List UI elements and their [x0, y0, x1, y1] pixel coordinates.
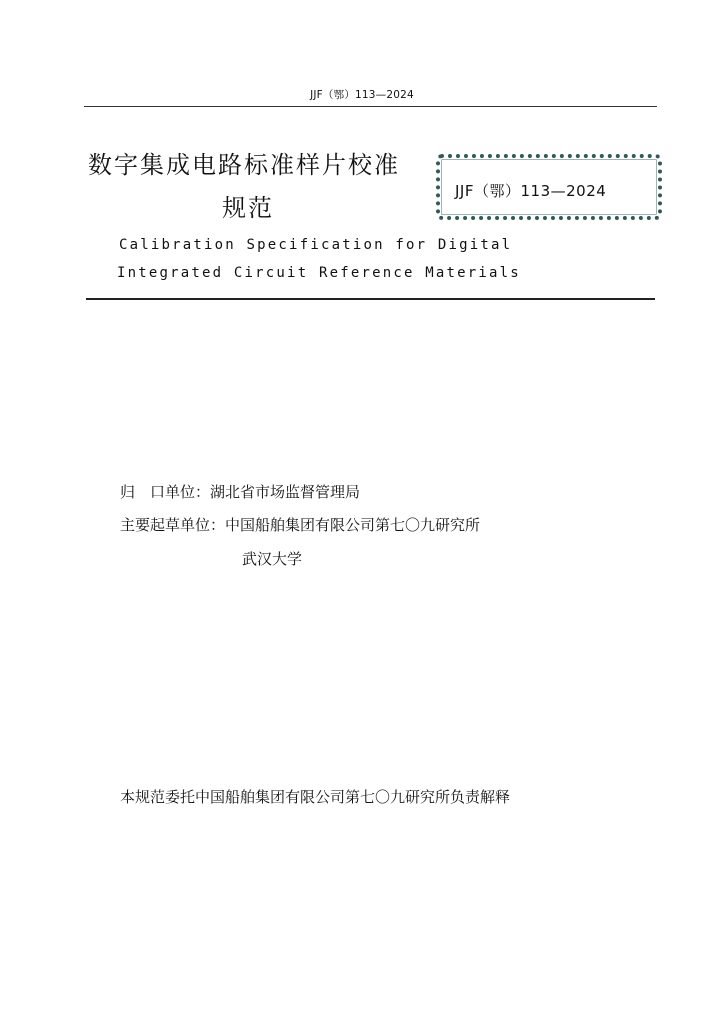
interpretation-note: 本规范委托中国船舶集团有限公司第七〇九研究所负责解释: [120, 788, 511, 806]
header-divider: [84, 106, 657, 107]
standard-code: JJF（鄂）113—2024: [455, 182, 607, 200]
drafting-unit-value-1: 中国船舶集团有限公司第七〇九研究所: [225, 516, 481, 534]
admin-unit-label: 归 口单位：: [120, 483, 211, 501]
drafting-unit-value-2: 武汉大学: [242, 550, 303, 568]
admin-unit-value: 湖北省市场监督管理局: [210, 483, 361, 501]
title-chinese-line1: 数字集成电路标准样片校准: [88, 151, 400, 179]
title-english-line1: Calibration Specification for Digital: [119, 237, 513, 253]
title-divider: [86, 298, 655, 300]
admin-unit-row: [120, 481, 360, 502]
title-chinese-line2: 规范: [222, 194, 274, 222]
title-english-line2: Integrated Circuit Reference Materials: [117, 265, 521, 281]
drafting-unit-row: [120, 514, 480, 535]
header-standard-code: JJF（鄂）113—2024: [310, 89, 414, 101]
drafting-unit-label: 主要起草单位：: [120, 516, 226, 534]
